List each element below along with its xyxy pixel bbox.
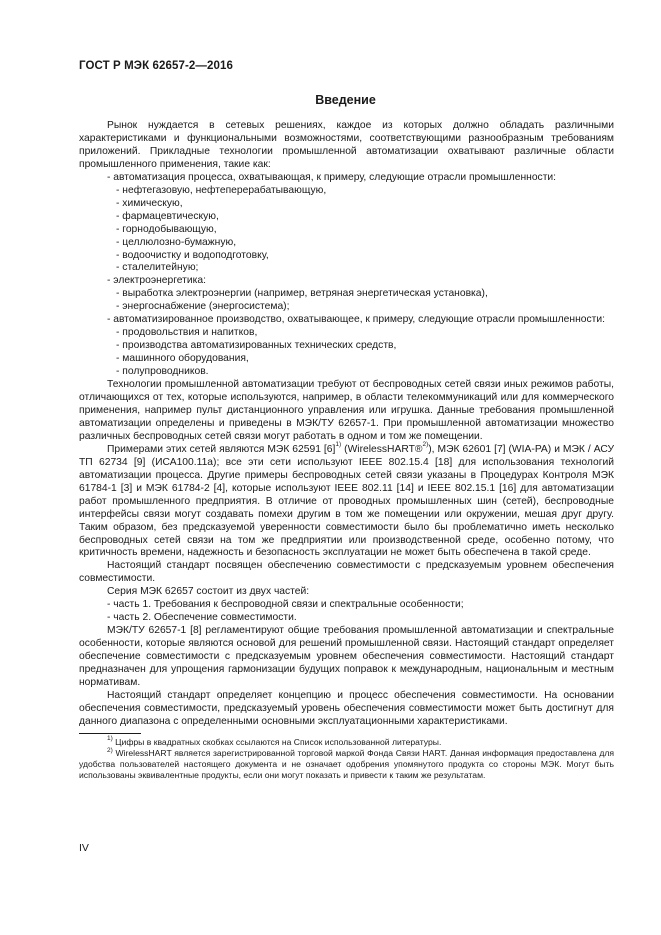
list-item: - энергоснабжение (энергосистема);	[116, 301, 290, 313]
list-item: - целлюлозно-бумажную,	[116, 236, 237, 248]
paragraph-scope: Настоящий стандарт посвящен обеспечению совместимости с предсказуемым уровнем обеспечения совместимости.	[79, 560, 614, 585]
footnote-mark: 2)	[107, 746, 113, 754]
footnote-separator	[79, 733, 141, 734]
list-group-title: - автоматизация процесса, охватывающая, к примеру, следующие отрасли промышленности:	[107, 171, 557, 183]
list-item: - производства автоматизированных технических средств,	[116, 340, 397, 352]
paragraph-concept: Настоящий стандарт определяет концепцию и процесс обеспечения совместимости. На основании обеспечения совместимости, предсказуемый уровень обеспечения совместимости может быть достигнут для данного диапазона с определенными основными эксплуатационными характеристиками.	[79, 689, 614, 727]
list-item: - горнодобывающую,	[116, 223, 217, 235]
list-group-title: - электроэнергетика:	[107, 275, 206, 287]
body-text	[79, 120, 614, 780]
footnote-mark: 1)	[107, 734, 113, 742]
list-item: - сталелитейную;	[116, 262, 199, 274]
paragraph-examples-part: Примерами этих сетей являются МЭК 62591 [6]	[107, 443, 336, 455]
paragraph-examples	[79, 441, 614, 561]
footnote	[79, 748, 614, 780]
paragraph-intro: Рынок нуждается в сетевых решениях, каждое из которых должно обладать различными характеристиками и функциональными возможностями, соответствующими разнообразным требованиям приложений. Прикладные технологии промышленной автоматизации охватывают различные области промышленного применения, такие как:	[79, 120, 614, 170]
footnote	[79, 734, 614, 748]
footnote-text: Цифры в квадратных скобках ссылаются на Список использованной литературы.	[112, 736, 442, 747]
page-number: IV	[79, 842, 89, 854]
paragraph-requirements: Технологии промышленной автоматизации требуют от беспроводных сетей связи иных режимов работы, отличающихся от тех, которые используются, например, в области телекоммуникаций или для коммерческого применения, например пульт дистанционного управления или игрушка. Данные требования промышленной автоматизации определены и приведены в МЭК/ТУ 62657-1. При промышленной автоматизации множество различных беспроводных сетей связи могут работать в одном и том же помещении.	[79, 379, 614, 442]
list-item: - химическую,	[116, 197, 183, 209]
paragraph-examples-part: (WirelessHART®	[341, 443, 423, 455]
list-item: - выработка электроэнергии (например, ветряная энергетическая установка),	[116, 288, 488, 300]
section-title: Введение	[315, 93, 376, 107]
footnote-ref: 1)	[335, 441, 342, 449]
footnote-text: WirelessHART является зарегистрированной торговой маркой Фонда Связи HART. Данная информация предоставлена для удобства пользователей настоящего документа и не означает одобрения упомянутого продукта со стороны МЭК. Могут быть использованы эквивалентные продукты, если они могут показать и привести к таким же результатам.	[79, 748, 614, 780]
list-item: - часть 2. Обеспечение совместимости.	[107, 612, 297, 624]
standard-code-header: ГОСТ Р МЭК 62657-2—2016	[79, 60, 233, 72]
list-item: - фармацевтическую,	[116, 210, 219, 222]
list-item: - полупроводников.	[116, 366, 209, 378]
list-group-title: - автоматизированное производство, охватывающее, к примеру, следующие отрасли промышленности:	[107, 314, 605, 326]
footnote-ref: 2)	[422, 441, 429, 449]
list-item: - часть 1. Требования к беспроводной связи и спектральные особенности;	[107, 599, 464, 611]
list-item: - продовольствия и напитков,	[116, 327, 258, 339]
paragraph-examples-part: ), МЭК 62601 [7] (WIA-PA) и МЭК / АСУ ТП 62734 [9] (ИСА100.11а); все эти сети используют IEEE 802.15.4 [18] для использования технологий автоматизации процесса. Другие примеры беспроводных сетей связи указаны в Процедурах Контроля МЭК 61784-1 [3] и МЭК 61784-2 [4], которые используют IEEE 802.11 [14] и IEEE 802.15.1 [16] для автоматизации работ промышленного предприятия. В отличие от проводных промышленных шин (сетей), беспроводные интерфейсы связи могут создавать помехи другим в том же помещении или окружении, мешая друг другу. Таким образом, без предсказуемой уверенности совместимости было бы проблематично иметь несколько беспроводных сетей связи на том же предприятии или производственной среде, особенно потому, что критичность времени, надежность и безопасность эксплуатации не может быть обеспечена в такой среде.	[79, 443, 614, 559]
paragraph-series: Серия МЭК 62657 состоит из двух частей:	[107, 586, 310, 598]
paragraph-requirements-general: МЭК/ТУ 62657-1 [8] регламентируют общие требования промышленной автоматизации и спектральные особенности, которые являются основой для решений промышленной связи. Настоящий стандарт определяет обеспечение совместимости с предсказуемым уровнем обеспечения совместимости. Настоящий стандарт предназначен для упрощения гармонизации будущих поправок к международным, национальным и местным нормативам.	[79, 625, 614, 688]
list-item: - нефтегазовую, нефтеперерабатывающую,	[116, 184, 327, 196]
list-item: - водоочистку и водоподготовку,	[116, 249, 269, 261]
list-item: - машинного оборудования,	[116, 353, 249, 365]
